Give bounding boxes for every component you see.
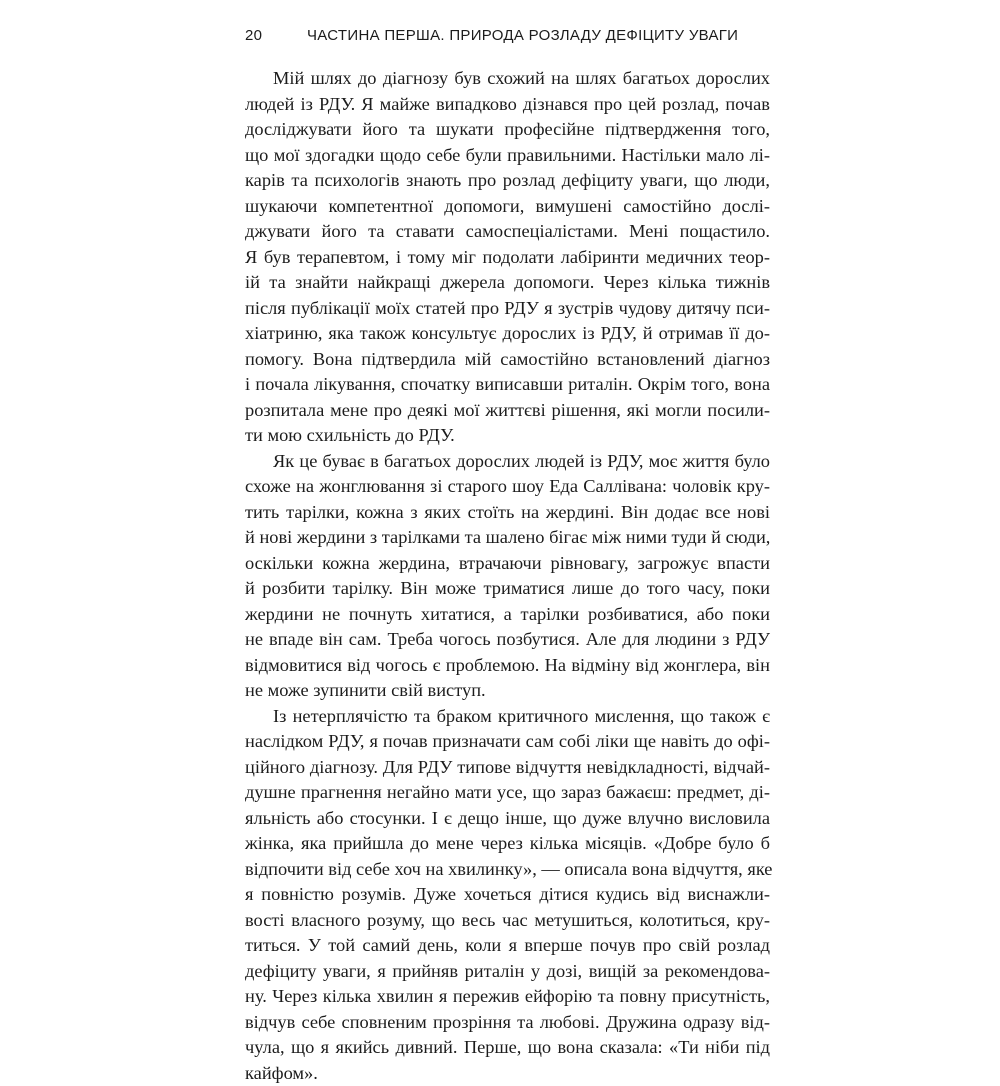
text-line: Мій шлях до діагнозу був схожий на шлях багатьох дорослих [245, 66, 770, 92]
body-text [245, 66, 770, 1086]
text-line: розпитала мене про деякі мої життєві рішення, які могли посили- [245, 398, 770, 424]
text-line: ну. Через кілька хвилин я пережив ейфорію та повну присутність, [245, 984, 770, 1010]
text-line: вості власного розуму, що весь час метушиться, колотиться, кру- [245, 908, 770, 934]
text-line: досліджувати його та шукати професійне підтвердження того, [245, 117, 770, 143]
text-line: ти мою схильність до РДУ. [245, 423, 770, 449]
paragraph [245, 704, 770, 1086]
text-line: душне прагнення негайно мати усе, що зараз бажаєш: предмет, ді- [245, 780, 770, 806]
text-line: оскільки кожна жердина, втрачаючи рівновагу, загрожує впасти [245, 551, 770, 577]
text-line: жінка, яка прийшла до мене через кілька місяців. «Добре було б [245, 831, 770, 857]
text-line: й розбити тарілку. Він може триматися лише до того часу, поки [245, 576, 770, 602]
text-line: шукаючи компетентної допомоги, вимушені самостійно дослі- [245, 194, 770, 220]
running-title: ЧАСТИНА ПЕРША. ПРИРОДА РОЗЛАДУ ДЕФІЦИТУ УВАГИ [307, 27, 738, 44]
page-number: 20 [245, 27, 307, 44]
text-line: Як це буває в багатьох дорослих людей із РДУ, моє життя було [245, 449, 770, 475]
text-line: карів та психологів знають про розлад дефіциту уваги, що люди, [245, 168, 770, 194]
text-line: після публікації моїх статей про РДУ я зустрів чудову дитячу пси- [245, 296, 770, 322]
text-line: кайфом». [245, 1061, 770, 1086]
running-header [245, 27, 765, 44]
text-line: людей із РДУ. Я майже випадково дізнався про цей розлад, почав [245, 92, 770, 118]
text-line: не може зупинити свій виступ. [245, 678, 770, 704]
text-line: схоже на жонглювання зі старого шоу Еда Салліванa: чоловік кру- [245, 474, 770, 500]
text-line: титься. У той самий день, коли я вперше почув про свій розлад [245, 933, 770, 959]
text-line: і почала лікування, спочатку виписавши риталін. Окрім того, вона [245, 372, 770, 398]
text-line: чула, що я якийсь дивний. Перше, що вона сказала: «Ти ніби під [245, 1035, 770, 1061]
paragraph [245, 66, 770, 449]
text-line: ційного діагнозу. Для РДУ типове відчуття невідкладності, відчай- [245, 755, 770, 781]
text-line: хіатриню, яка також консультує дорослих із РДУ, й отримав її до- [245, 321, 770, 347]
text-line: тить тарілки, кожна з яких стоїть на жердині. Він додає все нові [245, 500, 770, 526]
text-line: яльність або стосунки. І є дещо інше, що дуже влучно висловила [245, 806, 770, 832]
text-line: джувати його та ставати самоспеціалістами. Мені пощастило. [245, 219, 770, 245]
text-line: жердини не почнуть хитатися, а тарілки розбиватися, або поки [245, 602, 770, 628]
text-line: помогу. Вона підтвердила мій самостійно встановлений діагноз [245, 347, 770, 373]
text-line: відмовитися від чогось є проблемою. На відміну від жонглера, він [245, 653, 770, 679]
text-line: я повністю розумів. Дуже хочеться дітися кудись від виснажли- [245, 882, 770, 908]
text-line: Із нетерплячістю та браком критичного мислення, що також є [245, 704, 770, 730]
text-line: наслідком РДУ, я почав призначати сам собі ліки ще навіть до офі- [245, 729, 770, 755]
paragraph [245, 449, 770, 704]
text-line: й нові жердини з тарілками та шалено бігає між ними туди й сюди, [245, 525, 770, 551]
text-line: що мої здогадки щодо себе були правильними. Настільки мало лі- [245, 143, 770, 169]
text-line: не впаде він сам. Треба чогось позбутися. Але для людини з РДУ [245, 627, 770, 653]
text-line: відчув себе сповненим прозріння та любові. Дружина одразу від- [245, 1010, 770, 1036]
text-line: ій та знайти найкращі джерела допомоги. Через кілька тижнів [245, 270, 770, 296]
text-line: відпочити від себе хоч на хвилинку», — описала вона відчуття, яке [245, 857, 770, 883]
text-line: дефіциту уваги, я прийняв риталін у дозі, вищій за рекомендова- [245, 959, 770, 985]
text-line: Я був терапевтом, і тому міг подолати лабіринти медичних теор- [245, 245, 770, 271]
